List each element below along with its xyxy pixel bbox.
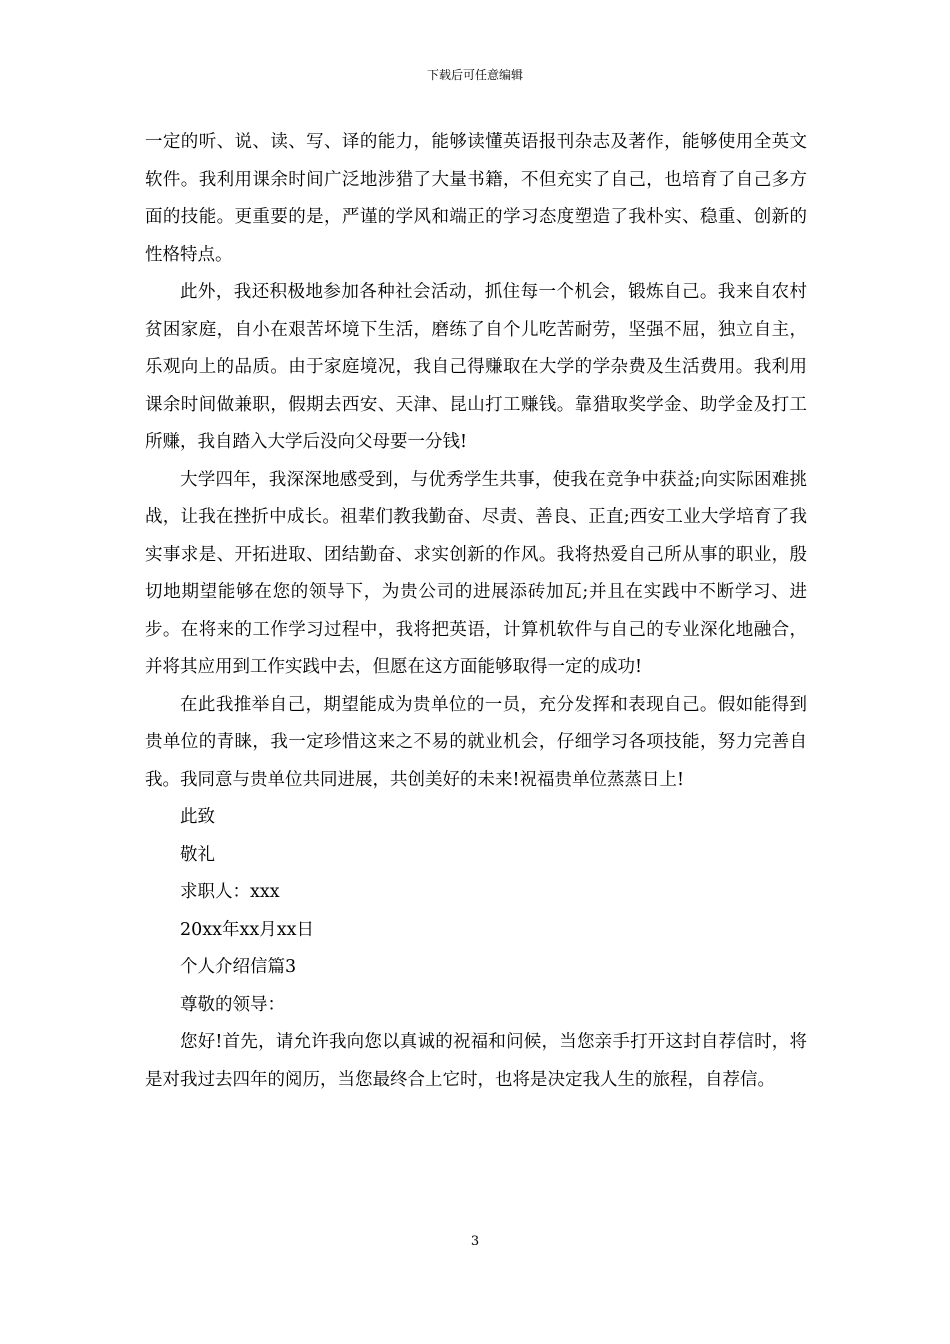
closing-salutation: 此致 — [180, 807, 215, 827]
document-body — [145, 124, 807, 1099]
paragraph-recommendation: 在此我推举自己，期望能成为贵单位的一员，充分发挥和表现自己。假如能得到贵单位的青睐，我一定珍惜这来之不易的就业机会，仔细学习各项技能，努力完善自我。我同意与贵单位共同进展，共创美好的未来!祝福贵单位蒸蒸日上! — [145, 694, 807, 790]
section-opening: 您好!首先，请允许我向您以真诚的祝福和问候，当您亲手打开这封自荐信时，将是对我过去四年的阅历，当您最终合上它时，也将是决定我人生的旅程，自荐信。 — [145, 1032, 807, 1090]
paragraph-activities: 此外，我还积极地参加各种社会活动，抓住每一个机会，锻炼自己。我来自农村贫困家庭，自小在艰苦坏境下生活，磨练了自个儿吃苦耐劳，坚强不屈，独立自主，乐观向上的品质。由于家庭境况，我自己得赚取在大学的学杂费及生活费用。我利用课余时间做兼职，假期去西安、天津、昆山打工赚钱。靠猎取奖学金、助学金及打工所赚，我自踏入大学后没向父母要一分钱! — [145, 282, 807, 452]
page-header: 下载后可任意编辑 — [426, 68, 523, 82]
paragraph-skills: 一定的听、说、读、写、译的能力，能够读懂英语报刊杂志及著作，能够使用全英文软件。我利用课余时间广泛地涉猎了大量书籍，不但充实了自己，也培育了自己多方面的技能。更重要的是，严谨的学风和端正的学习态度塑造了我朴实、稳重、创新的性格特点。 — [145, 132, 807, 265]
paragraph-university: 大学四年，我深深地感受到，与优秀学生共事，使我在竞争中获益;向实际困难挑战，让我在挫折中成长。祖辈们教我勤奋、尽责、善良、正直;西安工业大学培育了我实事求是、开拓进取、团结勤奋、求实创新的作风。我将热爱自己所从事的职业，殷切地期望能够在您的领导下，为贵公司的进展添砖加瓦;并且在实践中不断学习、进步。在将来的工作学习过程中，我将把英语，计算机软件与自己的专业深化地融合，并将其应用到工作实践中去，但愿在这方面能够取得一定的成功! — [145, 469, 807, 677]
section-title: 个人介绍信篇3 — [180, 957, 297, 977]
section-greeting: 尊敬的领导： — [180, 994, 285, 1015]
closing-date: 20xx年xx月xx日 — [180, 919, 314, 940]
closing-regards: 敬礼 — [180, 844, 215, 865]
page-number: 3 — [470, 1234, 480, 1249]
closing-applicant: 求职人：xxx — [180, 882, 280, 902]
